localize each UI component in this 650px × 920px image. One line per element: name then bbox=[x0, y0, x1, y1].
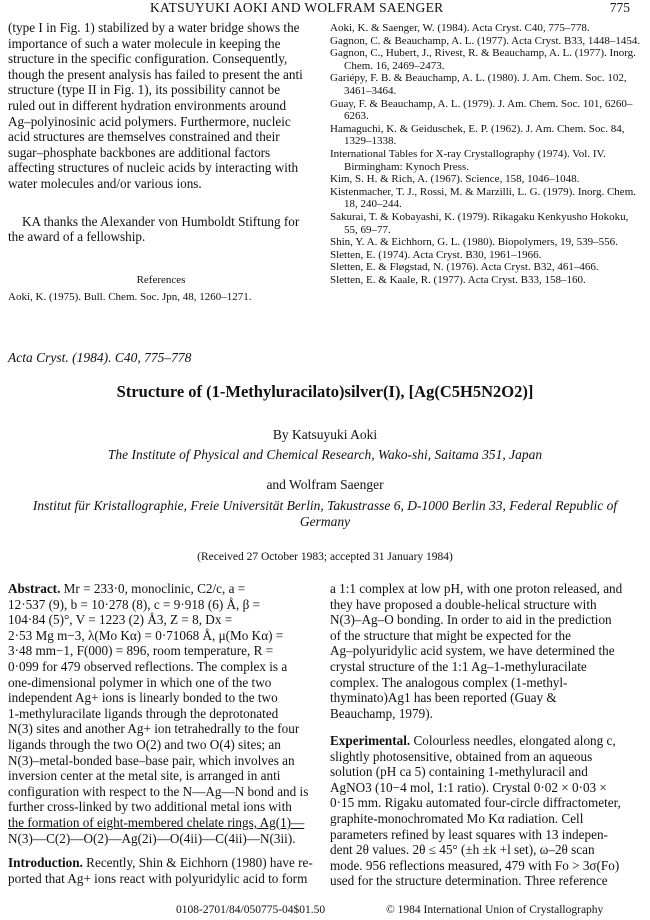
text-line: the formation of eight-membered chelate rings, Ag(1)— bbox=[8, 814, 305, 830]
reference-entry: Gagnon, C. & Beauchamp, A. L. (1977). Acta Cryst. B33, 1448–1454. bbox=[330, 34, 641, 47]
abstract-section bbox=[8, 581, 314, 846]
affiliation-line: Germany bbox=[299, 513, 351, 529]
experimental-heading: Experimental. bbox=[330, 733, 411, 748]
reference-entry: Gagnon, C., Hubert, J., Rivest, R. & Beauchamp, A. L. (1977). Inorg. Chem. 16, 2469–2473. bbox=[330, 47, 636, 72]
text-line: KA thanks the Alexander von Humboldt Stiftung for bbox=[22, 213, 300, 229]
text-line: ruled out in different hydration environments around bbox=[8, 97, 287, 113]
abstract-heading: Abstract. bbox=[8, 581, 61, 596]
author-line-2: and Wolfram Saenger bbox=[266, 477, 384, 492]
text-line bbox=[8, 855, 314, 871]
experimental-first-line: Colourless needles, elongated along c, bbox=[413, 733, 616, 748]
text-line bbox=[8, 581, 314, 597]
reference-entry: Sletten, E. (1974). Acta Cryst. B30, 1961–1966. bbox=[330, 248, 542, 261]
text-line: ligands through the two O(2) and two O(4) sites; an bbox=[8, 736, 281, 752]
text-line: N(3) sites and another Ag+ ion tetrahedrally to the four bbox=[8, 721, 300, 737]
footer-code: 0108-2701/84/050775-04$01.50 bbox=[176, 904, 326, 916]
text-line: inversion center at the metal site, is arranged in anti bbox=[8, 768, 281, 784]
text-line: N(3)–Ag–O bonding. In order to aid in the prediction bbox=[330, 612, 612, 628]
reference-entry: Guay, F. & Beauchamp, A. L. (1979). J. Am. Chem. Soc. 101, 6260–6263. bbox=[330, 97, 633, 123]
text-line: further cross-linked by two additional metal ions with bbox=[8, 799, 292, 815]
reference-entry: Aoki, K. (1975). Bull. Chem. Soc. Jpn, 48, 1260–1271. bbox=[8, 291, 252, 303]
text-line: structure (type II in Fig. 1), its possibility cannot be bbox=[8, 82, 281, 98]
text-line: (type I in Fig. 1) stabilized by a water bridge shows the bbox=[8, 20, 300, 35]
text-line: 12·537 (9), b = 10·278 (8), c = 9·918 (6) Å, β = bbox=[8, 596, 261, 612]
text-line: affecting structures of nucleic acids by interacting with bbox=[8, 160, 299, 176]
text-line: one-dimensional polymer in which one of the two bbox=[8, 674, 272, 690]
text-line: independent Ag+ ions is linearly bonded to the two bbox=[8, 690, 278, 706]
text-line: though the present analysis has failed to present the anti bbox=[8, 66, 303, 82]
text-line: acid structures are themselves constrained and their bbox=[8, 129, 280, 145]
introduction-section bbox=[8, 855, 314, 886]
references-heading: References bbox=[136, 274, 186, 286]
text-line: they have proposed a double-helical structure with bbox=[330, 596, 597, 612]
text-line: complex. The analogous complex (1-methyl- bbox=[330, 674, 568, 690]
text-line: N(3)—C(2)—O(2)—Ag(2i)—O(4ii)—C(4ii)—N(3ii). bbox=[8, 830, 296, 846]
footer-copyright: © 1984 International Union of Crystallography bbox=[386, 904, 604, 916]
references-section bbox=[8, 274, 314, 304]
article-title: Structure of (1-Methyluracilato)silver(I), [Ag(C5H5N2O2)] bbox=[116, 382, 534, 401]
text-line: 0·099 for 479 observed reflections. The complex is a bbox=[8, 658, 288, 674]
reference-entry: Shin, Y. A. & Eichhorn, G. L. (1980). Biopolymers, 19, 539–556. bbox=[330, 236, 618, 249]
text-line: water molecules and/or various ions. bbox=[8, 175, 202, 191]
page-number: 775 bbox=[609, 0, 630, 15]
text-line: N(3)–metal-bonded base–base pair, which involves an bbox=[8, 752, 295, 768]
running-head: KATSUYUKI AOKI AND WOLFRAM SAENGER bbox=[150, 0, 444, 15]
reference-entry: Aoki, K. & Saenger, W. (1984). Acta Cryst. C40, 775–778. bbox=[330, 22, 590, 34]
text-line: Beauchamp, 1979). bbox=[330, 705, 433, 721]
text-line: 3·48 mm−1, F(000) = 896, room temperature, R = bbox=[8, 643, 274, 659]
text-line: ported that Ag+ ions react with polyuridylic acid to form bbox=[8, 870, 308, 886]
reference-entry: Gariépy, F. B. & Beauchamp, A. L. (1980). J. Am. Chem. Soc. 102, 3461–3464. bbox=[330, 72, 627, 97]
references-list bbox=[330, 22, 642, 286]
text-line: a 1:1 complex at low pH, with one proton released, and bbox=[330, 581, 623, 596]
reference-entry: International Tables for X-ray Crystallography (1974). Vol. IV. Birmingham: Kynoch Press. bbox=[330, 147, 606, 173]
acknowledgement-paragraph bbox=[8, 214, 314, 245]
reference-entry: Kim, S. H. & Rich, A. (1967). Science, 158, 1046–1048. bbox=[330, 173, 580, 186]
text-line: thyminato)Ag1 has been reported (Guay & bbox=[330, 690, 557, 706]
text-line: 0·15 mm. Rigaku automated four-circle diffractometer, bbox=[330, 795, 621, 811]
text-line: configuration with respect to the N—Ag—N bond and is bbox=[8, 783, 309, 799]
introduction-heading: Introduction. bbox=[8, 855, 83, 870]
article-citation: Acta Cryst. (1984). C40, 775–778 bbox=[8, 350, 192, 365]
received-dates: (Received 27 October 1983; accepted 31 January 1984) bbox=[197, 551, 453, 563]
text-line: AgNO3 (10−4 mol, 1:1 ratio). Crystal 0·02 × 0·03 × bbox=[330, 779, 607, 795]
text-line bbox=[330, 733, 642, 749]
author-line-1: By Katsuyuki Aoki bbox=[272, 427, 378, 442]
text-line: Ag–polyinosinic acid polymers. Furthermore, nucleic bbox=[8, 113, 291, 129]
text-line: the award of a fellowship. bbox=[8, 229, 146, 245]
text-line: 104·84 (5)°, V = 1223 (2) Å3, Z = 8, Dx = bbox=[8, 612, 233, 628]
prev-conclusion-paragraph bbox=[8, 20, 314, 192]
text-line: crystal structure of the 1:1 Ag–1-methyluracilate bbox=[330, 658, 587, 674]
running-header bbox=[0, 0, 650, 16]
affiliation-2 bbox=[20, 498, 630, 529]
reference-entry: Sakurai, T. & Kobayashi, K. (1979). Rikagaku Kenkyusho Hokoku, 55, 69–77. bbox=[330, 210, 629, 236]
affiliation-1: The Institute of Physical and Chemical Research, Wako-shi, Saitama 351, Japan bbox=[107, 447, 543, 462]
introduction-first-line: Recently, Shin & Eichhorn (1980) have re- bbox=[86, 855, 313, 870]
text-line: graphite-monochromated Mo Kα radiation. Cell bbox=[330, 810, 584, 826]
text-line: 1-methyluracilate ligands through the deprotonated bbox=[8, 705, 279, 721]
text-line: mode. 956 reflections measured, 479 with Fo > 3σ(Fo) bbox=[330, 857, 620, 873]
text-line: of the structure that might be expected for the bbox=[330, 627, 571, 643]
reference-entry: Sletten, E. & Kaale, R. (1977). Acta Cryst. B33, 158–160. bbox=[330, 273, 586, 286]
text-line: importance of such a water molecule in keeping the bbox=[8, 35, 281, 51]
reference-entry: Sletten, E. & Fløgstad, N. (1976). Acta Cryst. B32, 461–466. bbox=[330, 261, 599, 274]
affiliation-line: Institut für Kristallographie, Freie Universität Berlin, Takustrasse 6, D-1000 Berlin 33, Federal Republic of bbox=[32, 498, 618, 513]
text-line: solution (pH ca 5) containing 1-methyluracil and bbox=[330, 764, 588, 780]
text-line: used for the structure determination. Three reference bbox=[330, 873, 608, 889]
reference-entry: Kistenmacher, T. J., Rossi, M. & Marzilli, L. G. (1979). Inorg. Chem. 18, 240–244. bbox=[330, 185, 636, 211]
text-line: 2·53 Mg m−3, λ(Mo Kα) = 0·71068 Å, μ(Mo Kα) = bbox=[8, 627, 284, 643]
text-line: slightly photosensitive, obtained from an aqueous bbox=[330, 748, 593, 764]
prev-article-left-column bbox=[8, 20, 314, 245]
abstract-first-line: Mr = 233·0, monoclinic, C2/c, a = bbox=[63, 581, 246, 596]
introduction-continued bbox=[330, 581, 642, 721]
text-line: Ag–polyuridylic acid system, we have determined the bbox=[330, 643, 615, 659]
text-line: dent 2θ values. 2θ ≤ 45° (±h ±k +l set), ω–2θ scan bbox=[330, 842, 595, 858]
reference-entry: Hamaguchi, K. & Geiduschek, E. P. (1962). J. Am. Chem. Soc. 84, 1329–1338. bbox=[330, 122, 625, 148]
text-line: sugar–phosphate backbones are additional factors bbox=[8, 144, 271, 160]
text-line: structure in the specific configuration. Consequently, bbox=[8, 51, 288, 67]
experimental-section bbox=[330, 733, 642, 889]
text-line: parameters refined by least squares with 13 indepen- bbox=[330, 826, 608, 842]
